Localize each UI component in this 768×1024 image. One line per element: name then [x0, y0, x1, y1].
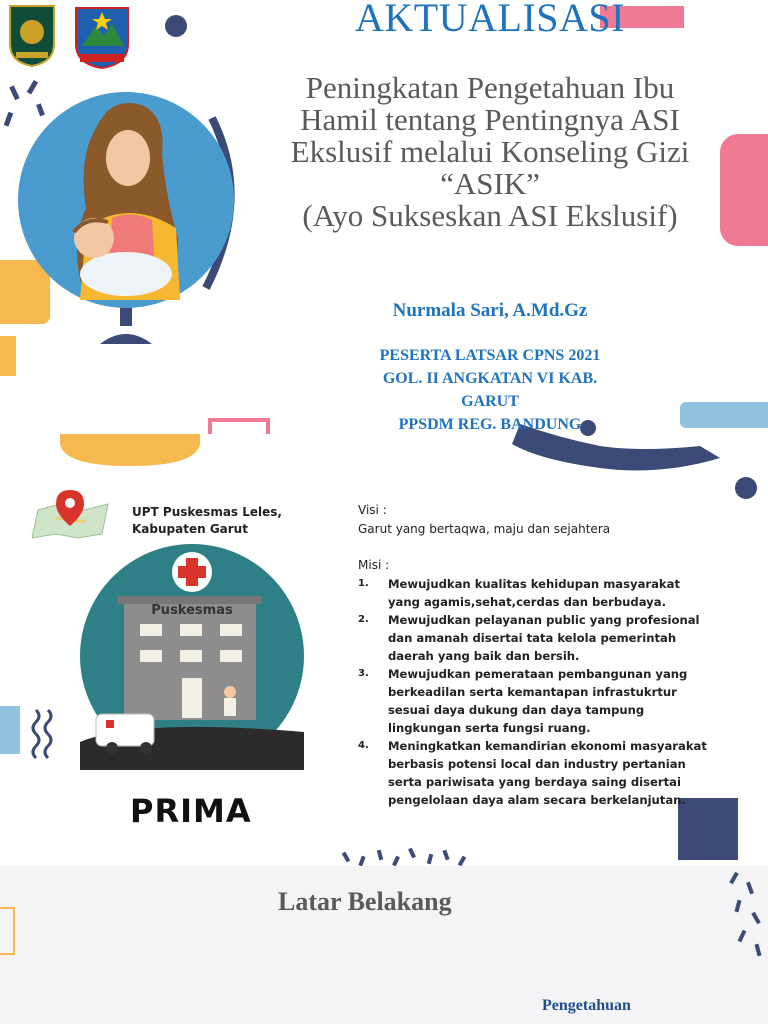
- visi-text: Garut yang bertaqwa, maju dan sejahtera: [358, 522, 611, 536]
- misi-number: 2.: [358, 614, 369, 625]
- participant-line: PESERTA LATSAR CPNS 2021: [379, 347, 601, 364]
- misi-item: [358, 665, 708, 737]
- location-line: Kabupaten Garut: [132, 522, 248, 536]
- misi-item: [358, 611, 708, 665]
- misi-number: 3.: [358, 668, 369, 679]
- deco-squiggles-left: [33, 710, 51, 758]
- misi-heading: Misi :: [358, 558, 390, 572]
- misi-text: Mewujudkan pelayanan public yang profesional dan amanah disertai tata kelola pemerintah daerah yang baik dan bersih.: [388, 613, 700, 663]
- deco-dashes-bottom: [342, 848, 466, 867]
- deco-lightblue-left: [0, 706, 20, 754]
- participant-info: [330, 344, 650, 436]
- hospital-sign-label: Puskesmas: [151, 603, 233, 618]
- prima-label: PRIMA: [130, 792, 252, 830]
- map-pin-icon: [32, 488, 112, 540]
- deco-pink-outline: [210, 420, 268, 434]
- subtitle-line: Hamil tentang Pentingnya ASI: [300, 102, 680, 137]
- subtitle-line: Ekslusif melalui Konseling Gizi: [290, 134, 690, 169]
- deco-navy-dot-3: [735, 477, 757, 499]
- puskesmas-illustration: [78, 542, 306, 770]
- bottom-label: Pengetahuan: [542, 997, 631, 1014]
- deco-pink-block: [720, 134, 768, 246]
- misi-text: Mewujudkan pemerataan pembangunan yang berkeadilan serta kemantapan infrastukrtur sesuai daya dukung dan daya tampung lingkungan serta fungsi ruang.: [388, 667, 688, 735]
- participant-line: GOL. II ANGKATAN VI KAB.: [382, 370, 598, 387]
- visi-heading: Visi :: [358, 503, 387, 517]
- deco-lightblue-bar: [680, 402, 768, 428]
- misi-text: Meningkatkan kemandirian ekonomi masyarakat berbasis potensi local dan industry pertanian serta pariwisata yang berdaya saing disertai pengelolaan daya alam secara berkelanjutan.: [388, 739, 707, 807]
- deco-yellow-bowl: [60, 434, 200, 466]
- participant-line: GARUT: [461, 393, 519, 410]
- breastfeeding-illustration: [16, 88, 248, 346]
- misi-number: 1.: [358, 578, 369, 589]
- author-name: Nurmala Sari, A.Md.Gz: [392, 300, 588, 321]
- misi-item: [358, 575, 708, 611]
- subtitle-line: (Ayo Sukseskan ASI Ekslusif): [302, 198, 678, 233]
- participant-line: PPSDM REG. BANDUNG: [398, 416, 582, 433]
- subtitle: [258, 72, 722, 232]
- location-line: UPT Puskesmas Leles,: [132, 505, 282, 519]
- subtitle-line: “ASIK”: [440, 166, 540, 201]
- deco-yellow-small: [0, 336, 16, 376]
- misi-number: 4.: [358, 740, 369, 751]
- page-title: AKTUALISASI: [355, 0, 625, 40]
- misi-item: [358, 737, 708, 809]
- section-heading: Latar Belakang: [278, 887, 452, 916]
- subtitle-line: Peningkatan Pengetahuan Ibu: [305, 70, 675, 105]
- misi-list: [358, 575, 708, 809]
- misi-text: Mewujudkan kualitas kehidupan masyarakat yang agamis,sehat,cerdas dan berbudaya.: [388, 577, 681, 609]
- location-text: [132, 504, 282, 538]
